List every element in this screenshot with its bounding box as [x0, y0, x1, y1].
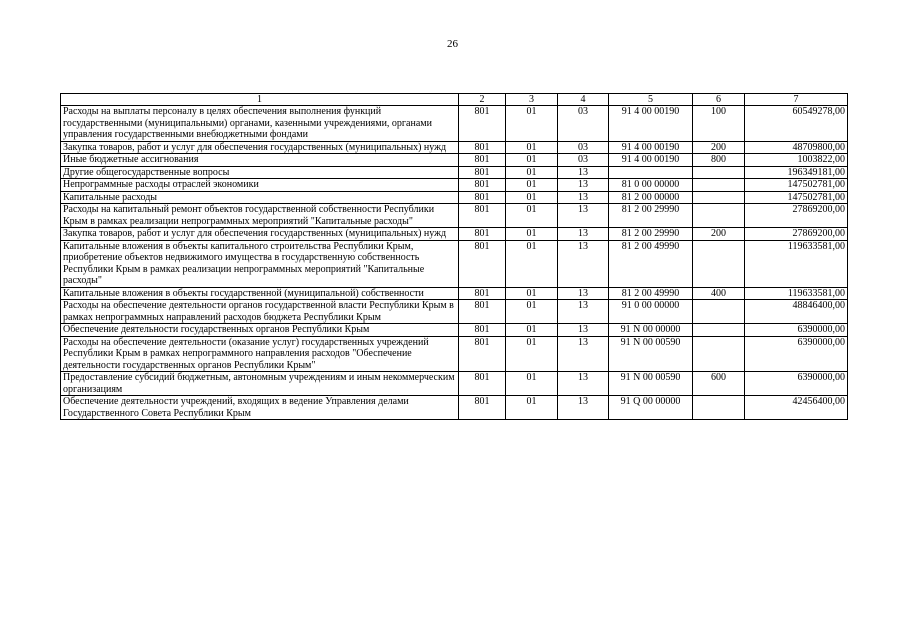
- row-section-cell: 01: [506, 300, 558, 324]
- table-row: [61, 154, 848, 167]
- row-expense-type-cell: [693, 191, 745, 204]
- table-row: [61, 106, 848, 142]
- row-subsection-cell: 13: [558, 372, 609, 396]
- row-subsection-cell: 03: [558, 154, 609, 167]
- row-section-cell: 01: [506, 141, 558, 154]
- row-subsection-cell: 13: [558, 287, 609, 300]
- row-section-cell: 01: [506, 204, 558, 228]
- row-target-article-cell: 81 2 00 29990: [609, 204, 693, 228]
- row-gr-code-cell: 801: [459, 300, 506, 324]
- row-name-cell: Расходы на обеспечение деятельности (оказание услуг) государственных учреждений Республики Крым в рамках непрограммного направления расходов "Обеспечение деятельности государственных органов Республики Крым": [61, 336, 459, 372]
- row-subsection-cell: 13: [558, 204, 609, 228]
- row-section-cell: 01: [506, 191, 558, 204]
- row-name-cell: Другие общегосударственные вопросы: [61, 166, 459, 179]
- header-col-6: 6: [693, 94, 745, 106]
- row-gr-code-cell: 801: [459, 154, 506, 167]
- row-section-cell: 01: [506, 106, 558, 142]
- table-row: [61, 141, 848, 154]
- table-row: [61, 287, 848, 300]
- row-amount-cell: 60549278,00: [745, 106, 848, 142]
- row-expense-type-cell: [693, 336, 745, 372]
- row-subsection-cell: 13: [558, 336, 609, 372]
- row-name-cell: Капитальные вложения в объекты капитального строительства Республики Крым, приобретение объектов недвижимого имущества в государственную собственность Республики Крым в рамках реализации непрограммных мероприятий "Капитальные расходы": [61, 240, 459, 287]
- table-row: [61, 228, 848, 241]
- row-gr-code-cell: 801: [459, 324, 506, 337]
- header-row: [61, 94, 848, 106]
- header-col-3: 3: [506, 94, 558, 106]
- row-target-article-cell: [609, 166, 693, 179]
- row-subsection-cell: 13: [558, 191, 609, 204]
- row-section-cell: 01: [506, 179, 558, 192]
- header-col-5: 5: [609, 94, 693, 106]
- row-section-cell: 01: [506, 240, 558, 287]
- row-expense-type-cell: 100: [693, 106, 745, 142]
- row-subsection-cell: 13: [558, 300, 609, 324]
- row-target-article-cell: 81 2 00 00000: [609, 191, 693, 204]
- row-name-cell: Обеспечение деятельности государственных органов Республики Крым: [61, 324, 459, 337]
- table-row: [61, 191, 848, 204]
- table-row: [61, 204, 848, 228]
- table-row: [61, 166, 848, 179]
- row-section-cell: 01: [506, 166, 558, 179]
- row-amount-cell: 119633581,00: [745, 240, 848, 287]
- row-subsection-cell: 13: [558, 324, 609, 337]
- row-gr-code-cell: 801: [459, 179, 506, 192]
- row-amount-cell: 147502781,00: [745, 191, 848, 204]
- row-amount-cell: 147502781,00: [745, 179, 848, 192]
- row-section-cell: 01: [506, 228, 558, 241]
- row-expense-type-cell: [693, 204, 745, 228]
- row-name-cell: Иные бюджетные ассигнования: [61, 154, 459, 167]
- row-target-article-cell: 81 2 00 49990: [609, 287, 693, 300]
- row-expense-type-cell: [693, 324, 745, 337]
- row-expense-type-cell: 600: [693, 372, 745, 396]
- row-subsection-cell: 03: [558, 106, 609, 142]
- row-target-article-cell: 81 0 00 00000: [609, 179, 693, 192]
- row-section-cell: 01: [506, 396, 558, 420]
- row-name-cell: Расходы на выплаты персоналу в целях обеспечения выполнения функций государственными (муниципальными) органами, казенными учреждениями, органами управления государственными внебюджетными фондами: [61, 106, 459, 142]
- row-subsection-cell: 03: [558, 141, 609, 154]
- row-section-cell: 01: [506, 287, 558, 300]
- row-name-cell: Закупка товаров, работ и услуг для обеспечения государственных (муниципальных) нужд: [61, 141, 459, 154]
- row-gr-code-cell: 801: [459, 287, 506, 300]
- row-gr-code-cell: 801: [459, 191, 506, 204]
- row-subsection-cell: 13: [558, 166, 609, 179]
- row-target-article-cell: 91 N 00 00590: [609, 372, 693, 396]
- row-gr-code-cell: 801: [459, 228, 506, 241]
- table-row: [61, 240, 848, 287]
- table-row: [61, 179, 848, 192]
- row-subsection-cell: 13: [558, 179, 609, 192]
- row-amount-cell: 6390000,00: [745, 372, 848, 396]
- row-target-article-cell: 91 N 00 00590: [609, 336, 693, 372]
- header-col-7: 7: [745, 94, 848, 106]
- row-section-cell: 01: [506, 372, 558, 396]
- row-section-cell: 01: [506, 154, 558, 167]
- header-col-1: 1: [61, 94, 459, 106]
- row-expense-type-cell: [693, 240, 745, 287]
- budget-table: [60, 93, 848, 420]
- row-amount-cell: 48846400,00: [745, 300, 848, 324]
- row-amount-cell: 196349181,00: [745, 166, 848, 179]
- row-subsection-cell: 13: [558, 396, 609, 420]
- row-amount-cell: 119633581,00: [745, 287, 848, 300]
- row-name-cell: Капитальные вложения в объекты государственной (муниципальной) собственности: [61, 287, 459, 300]
- row-expense-type-cell: [693, 300, 745, 324]
- row-expense-type-cell: [693, 396, 745, 420]
- row-expense-type-cell: 200: [693, 228, 745, 241]
- row-name-cell: Закупка товаров, работ и услуг для обеспечения государственных (муниципальных) нужд: [61, 228, 459, 241]
- row-gr-code-cell: 801: [459, 396, 506, 420]
- row-name-cell: Предоставление субсидий бюджетным, автономным учреждениям и иным некоммерческим организациям: [61, 372, 459, 396]
- row-gr-code-cell: 801: [459, 166, 506, 179]
- row-name-cell: Непрограммные расходы отраслей экономики: [61, 179, 459, 192]
- row-name-cell: Расходы на капитальный ремонт объектов государственной собственности Республики Крым в рамках реализации непрограммных мероприятий "Капитальные расходы": [61, 204, 459, 228]
- row-expense-type-cell: 400: [693, 287, 745, 300]
- row-target-article-cell: 91 4 00 00190: [609, 141, 693, 154]
- row-amount-cell: 42456400,00: [745, 396, 848, 420]
- header-col-4: 4: [558, 94, 609, 106]
- row-expense-type-cell: 800: [693, 154, 745, 167]
- row-amount-cell: 6390000,00: [745, 324, 848, 337]
- row-gr-code-cell: 801: [459, 106, 506, 142]
- table-row: [61, 372, 848, 396]
- row-target-article-cell: 91 0 00 00000: [609, 300, 693, 324]
- row-target-article-cell: 81 2 00 49990: [609, 240, 693, 287]
- table-row: [61, 336, 848, 372]
- row-target-article-cell: 91 Q 00 00000: [609, 396, 693, 420]
- table-row: [61, 324, 848, 337]
- row-expense-type-cell: [693, 179, 745, 192]
- row-subsection-cell: 13: [558, 228, 609, 241]
- row-gr-code-cell: 801: [459, 336, 506, 372]
- row-gr-code-cell: 801: [459, 204, 506, 228]
- row-target-article-cell: 91 4 00 00190: [609, 106, 693, 142]
- row-section-cell: 01: [506, 336, 558, 372]
- header-col-2: 2: [459, 94, 506, 106]
- row-target-article-cell: 91 N 00 00000: [609, 324, 693, 337]
- row-section-cell: 01: [506, 324, 558, 337]
- row-amount-cell: 48709800,00: [745, 141, 848, 154]
- row-target-article-cell: 81 2 00 29990: [609, 228, 693, 241]
- table-row: [61, 396, 848, 420]
- row-subsection-cell: 13: [558, 240, 609, 287]
- row-amount-cell: 27869200,00: [745, 204, 848, 228]
- row-amount-cell: 1003822,00: [745, 154, 848, 167]
- row-gr-code-cell: 801: [459, 372, 506, 396]
- row-name-cell: Расходы на обеспечение деятельности органов государственной власти Республики Крым в рамках непрограммных направлений расходов бюджета Республики Крым: [61, 300, 459, 324]
- row-expense-type-cell: 200: [693, 141, 745, 154]
- page-number: 26: [447, 38, 458, 50]
- row-gr-code-cell: 801: [459, 141, 506, 154]
- row-amount-cell: 6390000,00: [745, 336, 848, 372]
- row-name-cell: Обеспечение деятельности учреждений, входящих в ведение Управления делами Государственного Совета Республики Крым: [61, 396, 459, 420]
- row-name-cell: Капитальные расходы: [61, 191, 459, 204]
- row-gr-code-cell: 801: [459, 240, 506, 287]
- row-target-article-cell: 91 4 00 00190: [609, 154, 693, 167]
- row-expense-type-cell: [693, 166, 745, 179]
- table-row: [61, 300, 848, 324]
- row-amount-cell: 27869200,00: [745, 228, 848, 241]
